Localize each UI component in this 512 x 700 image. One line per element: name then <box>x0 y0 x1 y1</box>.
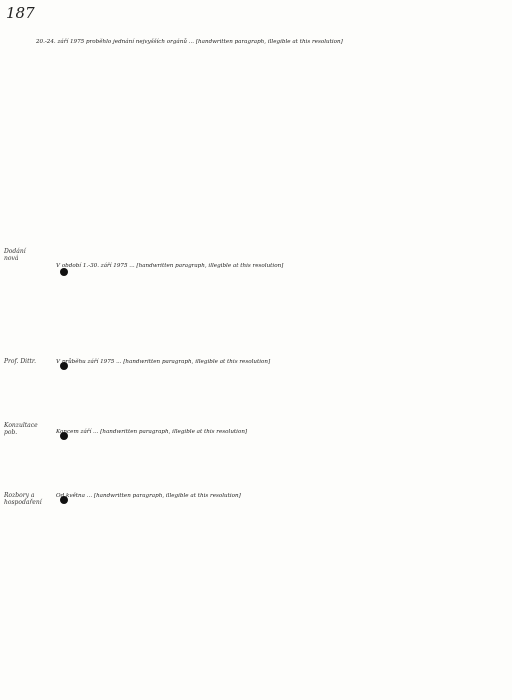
entry-3-text: V průběhu září 1975 ... [handwritten paragraph, illegible at this resolution] <box>56 359 271 365</box>
entry-2-text: V období 1.-30. září 1975 ... [handwritten paragraph, illegible at this resolution] <box>56 263 284 269</box>
page-number: 187 <box>6 4 35 22</box>
entry-5 <box>56 492 500 501</box>
entry-4-text: Koncem září ... [handwritten paragraph, illegible at this resolution] <box>56 429 248 435</box>
entry-4-margin-note: Konzultace pob. <box>4 422 38 436</box>
entry-3-margin-note: Prof. Dittr. <box>4 358 37 365</box>
entry-1 <box>36 38 502 47</box>
entry-1-text: 20.-24. září 1975 proběhlo jednání nejvyšších orgánů ... [handwritten paragraph, illegible at this resolution] <box>36 39 343 45</box>
entry-5-text: Od května ... [handwritten paragraph, illegible at this resolution] <box>56 493 241 499</box>
entry-2 <box>56 262 500 271</box>
entry-5-margin-note: Rozbory a hospodaření <box>4 492 42 506</box>
entry-3 <box>56 358 500 367</box>
entry-2-margin-note: Dodání nová <box>4 248 26 262</box>
entry-4 <box>56 428 500 437</box>
